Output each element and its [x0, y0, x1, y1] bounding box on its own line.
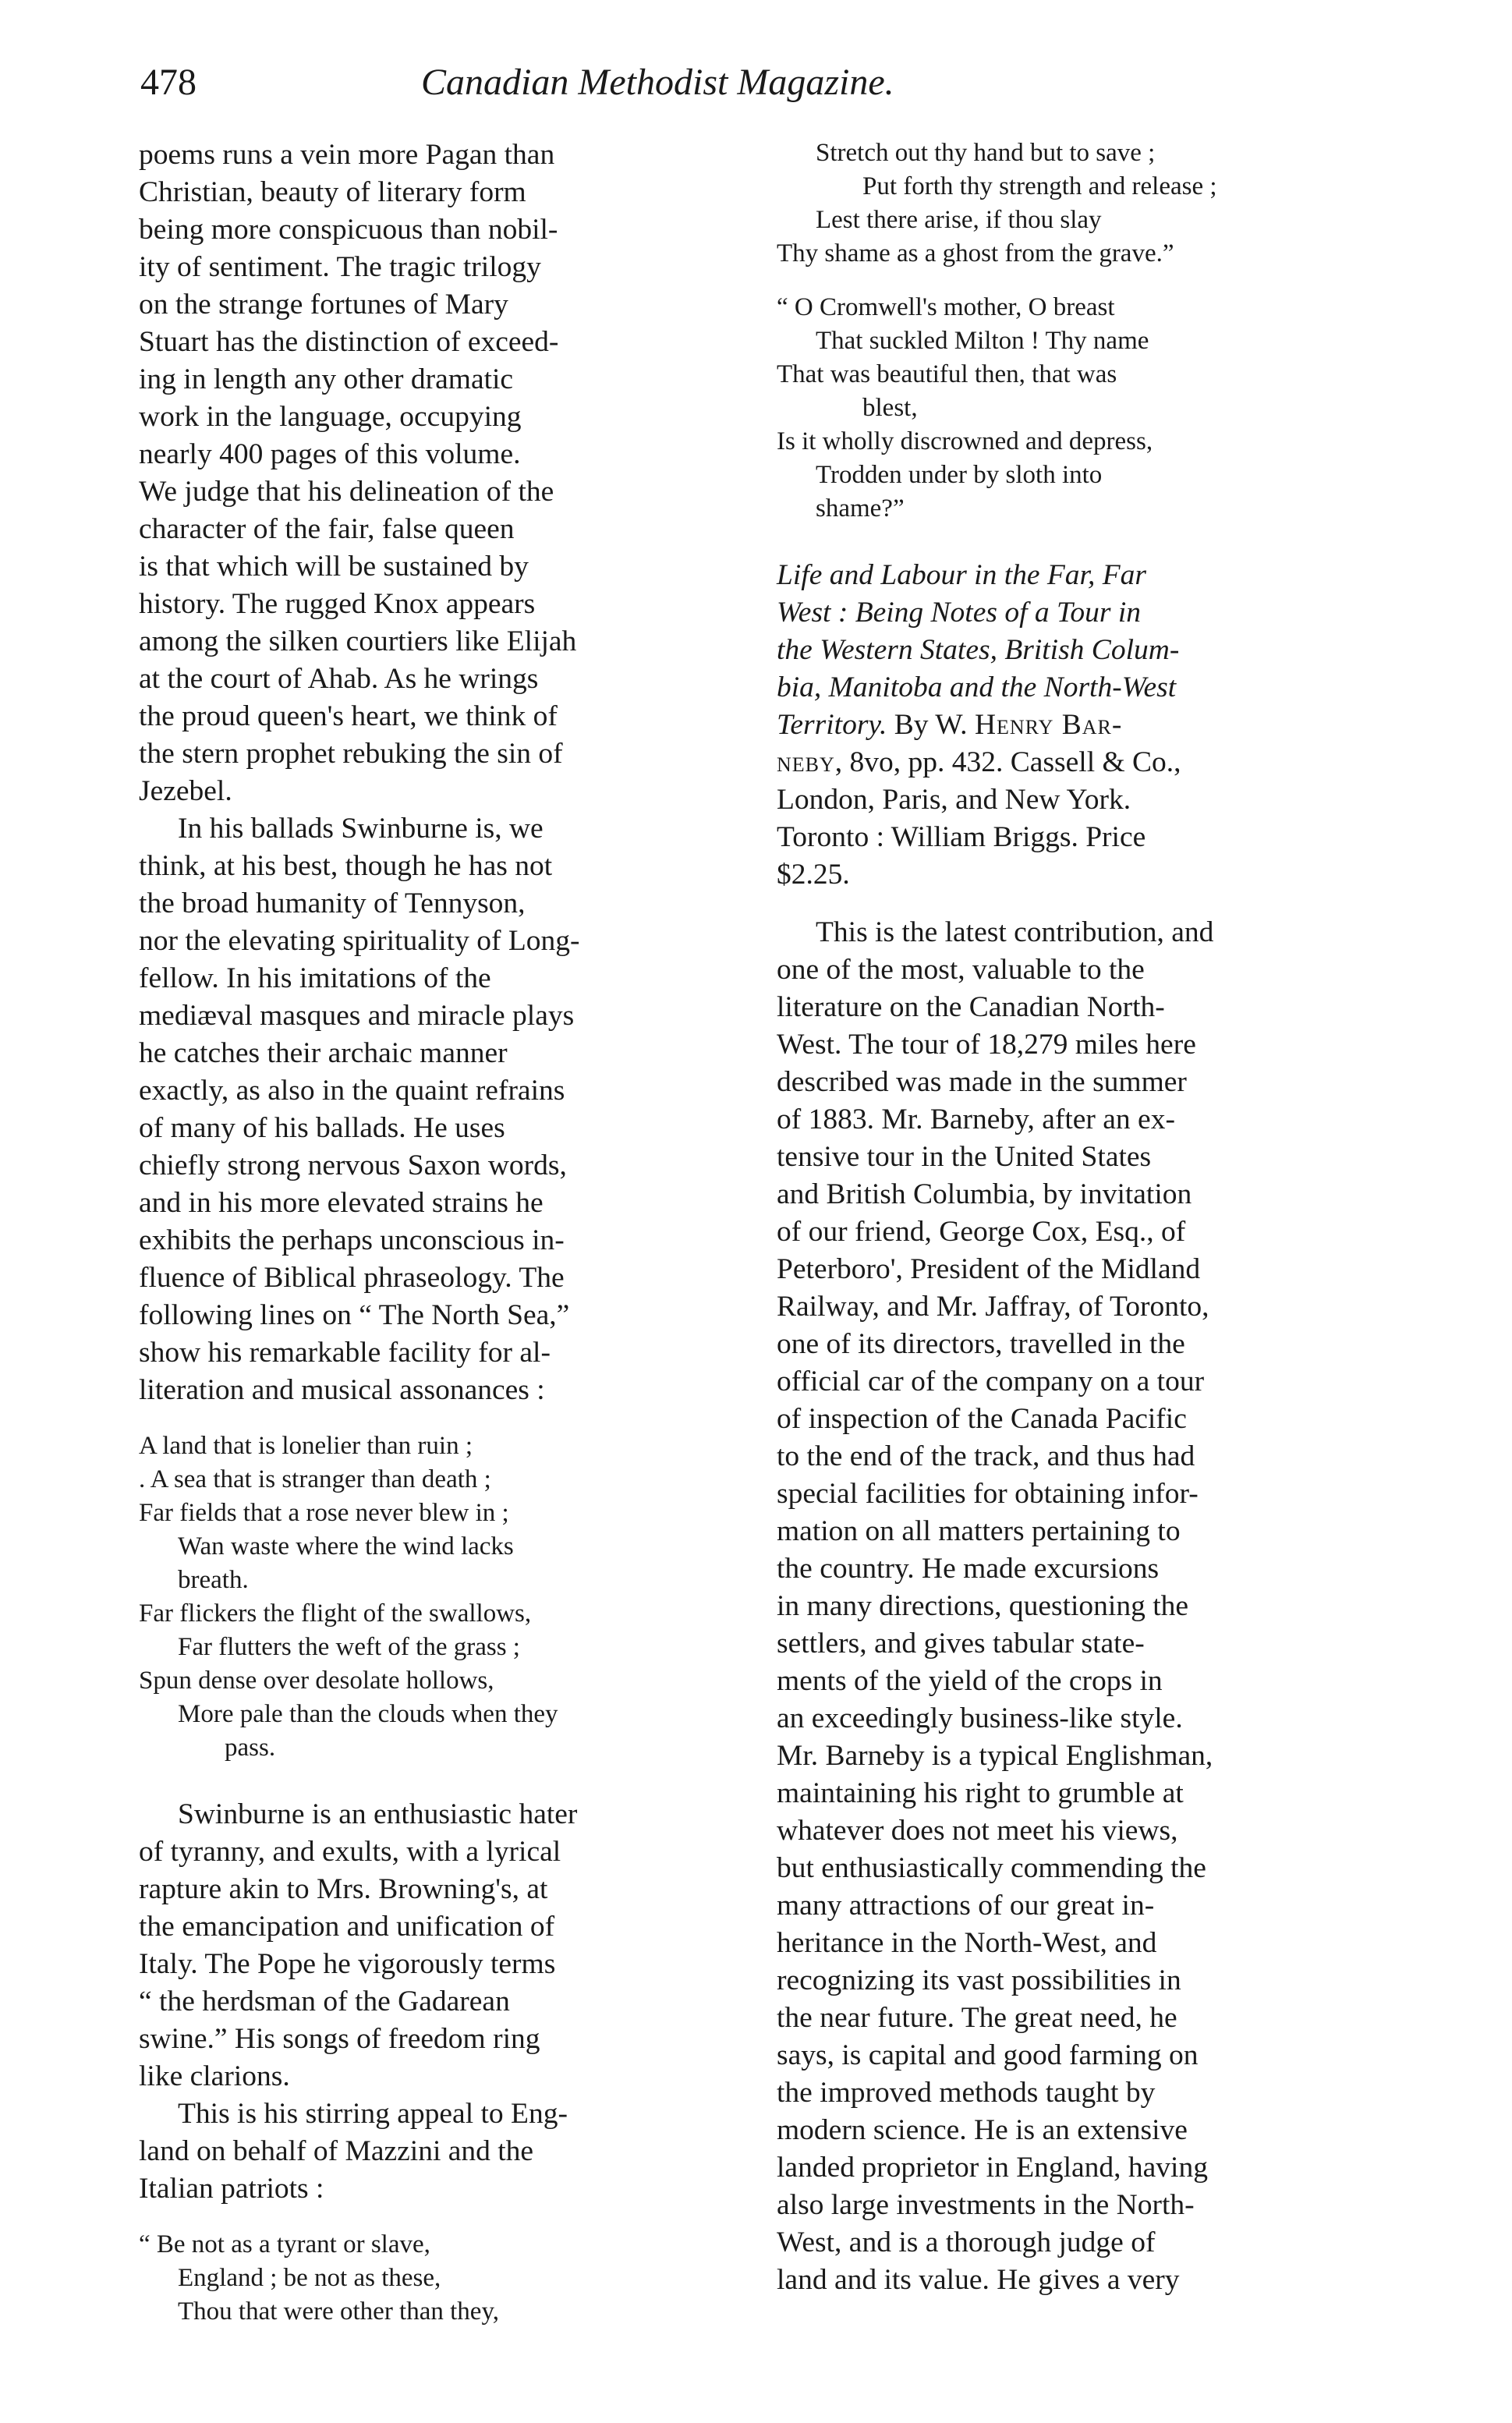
text-line: he catches their archaic manner [139, 1037, 508, 1069]
book-details-line [777, 744, 1386, 781]
text-line: whatever does not meet his views, [777, 1815, 1178, 1847]
page-header [133, 61, 1388, 115]
text-line: the broad humanity of Tennyson, [139, 887, 526, 919]
text-line: Stuart has the distinction of exceed- [139, 326, 559, 358]
poem-north-sea [139, 1429, 749, 1765]
book-title-line: the Western States, British Colum- [777, 634, 1180, 666]
text-line: an exceedingly business-like style. [777, 1702, 1183, 1734]
text-line: chiefly strong nervous Saxon words, [139, 1150, 567, 1181]
text-line: tensive tour in the United States [777, 1141, 1152, 1173]
text-line: In his ballads Swinburne is, we [178, 813, 544, 845]
text-line: Italy. The Pope he vigorously terms [139, 1948, 556, 1980]
book-details: , 8vo, pp. 432. Cassell & Co., [834, 746, 1181, 778]
author-name-end: neby [777, 746, 835, 778]
book-title-end: Territory. [777, 709, 887, 741]
text-line: Railway, and Mr. Jaffray, of Toronto, [777, 1291, 1209, 1323]
text-line: West, and is a thorough judge of [777, 2226, 1156, 2258]
book-title-line: Life and Labour in the Far, Far [777, 559, 1146, 591]
book-details-line: Toronto : William Briggs. Price [777, 821, 1146, 853]
text-line: heritance in the North-West, and [777, 1927, 1157, 1959]
text-line: exhibits the perhaps unconscious in- [139, 1224, 565, 1256]
poem-line: “ O Cromwell's mother, O breast [777, 293, 1115, 321]
text-line: literature on the Canadian North- [777, 991, 1165, 1023]
text-line: land on behalf of Mazzini and the [139, 2135, 534, 2167]
left-column [139, 136, 749, 2329]
author-name: Henry Bar- [974, 709, 1123, 741]
text-line: ments of the yield of the crops in [777, 1665, 1163, 1697]
poem-line: Lest there arise, if thou slay [816, 206, 1102, 234]
running-title: Canadian Methodist Magazine. [421, 62, 894, 103]
text-line: show his remarkable facility for al- [139, 1337, 551, 1369]
text-line: This is his stirring appeal to Eng- [178, 2098, 568, 2130]
text-line: but enthusiastically commending the [777, 1852, 1206, 1884]
text-line: nor the elevating spirituality of Long- [139, 925, 580, 957]
text-line: landed proprietor in England, having [777, 2152, 1208, 2184]
book-title-line: West : Being Notes of a Tour in [777, 597, 1142, 629]
page-number: 478 [140, 62, 197, 103]
poem-line: A land that is lonelier than ruin ; [139, 1432, 473, 1460]
text-line: ity of sentiment. The tragic trilogy [139, 251, 541, 283]
text-line: mediæval masques and miracle plays [139, 1000, 575, 1032]
poem-line: shame?” [816, 494, 905, 523]
text-line: ing in length any other dramatic [139, 363, 514, 395]
book-review-heading [777, 557, 1386, 894]
text-line: Jezebel. [139, 775, 232, 807]
poem-line: That suckled Milton ! Thy name [816, 327, 1149, 355]
poem-line: breath. [178, 1566, 249, 1594]
text-line: character of the fair, false queen [139, 513, 515, 545]
poem-line: Spun dense over desolate hollows, [139, 1667, 494, 1695]
text-line: official car of the company on a tour [777, 1366, 1205, 1397]
text-line: modern science. He is an extensive [777, 2114, 1188, 2146]
poem-line: Far flickers the flight of the swallows, [139, 1599, 532, 1628]
text-line: one of its directors, travelled in the [777, 1328, 1185, 1360]
text-line: maintaining his right to grumble at [777, 1777, 1184, 1809]
text-line: Christian, beauty of literary form [139, 176, 526, 208]
poem-line: Far flutters the weft of the grass ; [178, 1633, 520, 1661]
text-line: think, at his best, though he has not [139, 850, 553, 882]
paragraph-appeal [139, 2095, 749, 2208]
text-line: work in the language, occupying [139, 401, 522, 433]
text-line: also large investments in the North- [777, 2189, 1195, 2221]
text-line: the country. He made excursions [777, 1553, 1160, 1585]
text-line: mation on all matters pertaining to [777, 1515, 1181, 1547]
text-line: Peterboro', President of the Midland [777, 1253, 1201, 1285]
text-line: to the end of the track, and thus had [777, 1440, 1195, 1472]
text-line: This is the latest contribution, and [816, 916, 1214, 948]
text-line: settlers, and gives tabular state- [777, 1628, 1145, 1660]
text-line: on the strange fortunes of Mary [139, 289, 508, 321]
book-title-end-line [777, 707, 1386, 744]
text-line: in many directions, questioning the [777, 1590, 1189, 1622]
poem-line: Wan waste where the wind lacks [178, 1532, 514, 1560]
poem-line: pass. [225, 1734, 276, 1762]
text-line: the proud queen's heart, we think of [139, 700, 558, 732]
text-line: Swinburne is an enthusiastic hater [178, 1798, 578, 1830]
text-line: history. The rugged Knox appears [139, 588, 536, 620]
text-line: of tyranny, and exults, with a lyrical [139, 1836, 561, 1868]
poem-cromwell [777, 291, 1386, 526]
poem-line: “ Be not as a tyrant or slave, [139, 2230, 430, 2258]
poem-line: Thou that were other than they, [178, 2297, 500, 2326]
poem-england-continued [777, 136, 1386, 271]
poem-line: Put forth thy strength and release ; [862, 172, 1217, 200]
text-line: literation and musical assonances : [139, 1374, 545, 1406]
author-by: By W. [894, 709, 968, 741]
text-line: says, is capital and good farming on [777, 2039, 1199, 2071]
text-line: and in his more elevated strains he [139, 1187, 544, 1219]
book-price: $2.25. [777, 859, 850, 891]
text-line: the improved methods taught by [777, 2077, 1156, 2109]
poem-line: Far fields that a rose never blew in ; [139, 1499, 509, 1527]
text-line: following lines on “ The North Sea,” [139, 1299, 570, 1331]
text-line: We judge that his delineation of the [139, 476, 554, 508]
poem-line: . A sea that is stranger than death ; [139, 1465, 491, 1493]
text-line: swine.” His songs of freedom ring [139, 2023, 540, 2055]
text-line: exactly, as also in the quaint refrains [139, 1075, 565, 1107]
text-line: of inspection of the Canada Pacific [777, 1403, 1187, 1435]
text-line: at the court of Ahab. As he wrings [139, 663, 539, 695]
paragraph-review [777, 914, 1386, 2299]
book-title-line: bia, Manitoba and the North-West [777, 671, 1177, 703]
text-line: “ the herdsman of the Gadarean [139, 1986, 510, 2017]
poem-line: blest, [862, 394, 918, 422]
poem-england [139, 2228, 749, 2329]
book-details-line: London, Paris, and New York. [777, 784, 1131, 816]
poem-line: Thy shame as a ghost from the grave.” [777, 239, 1174, 267]
poem-line: England ; be not as these, [178, 2264, 441, 2292]
text-line: fluence of Biblical phraseology. The [139, 1262, 565, 1294]
text-line: West. The tour of 18,279 miles here [777, 1029, 1196, 1061]
text-line: special facilities for obtaining infor- [777, 1478, 1199, 1510]
text-line: of our friend, George Cox, Esq., of [777, 1216, 1186, 1248]
text-line: rapture akin to Mrs. Browning's, at [139, 1873, 548, 1905]
poem-line: Stretch out thy hand but to save ; [816, 139, 1156, 167]
text-line: recognizing its vast possibilities in [777, 1964, 1181, 1996]
poem-line: That was beautiful then, that was [777, 360, 1117, 388]
paragraph-ballads [139, 810, 749, 1409]
text-line: described was made in the summer [777, 1066, 1187, 1098]
text-line: one of the most, valuable to the [777, 954, 1145, 986]
text-line: among the silken courtiers like Elijah [139, 625, 577, 657]
text-line: the emancipation and unification of [139, 1911, 555, 1943]
text-line: the stern prophet rebuking the sin of [139, 738, 563, 770]
text-line: poems runs a vein more Pagan than [139, 139, 555, 171]
paragraph-swinburne-trilogy [139, 136, 749, 810]
text-line: land and its value. He gives a very [777, 2264, 1180, 2296]
text-line: being more conspicuous than nobil- [139, 214, 558, 246]
poem-line: Trodden under by sloth into [816, 461, 1103, 489]
text-line: Mr. Barneby is a typical Englishman, [777, 1740, 1213, 1772]
text-line: nearly 400 pages of this volume. [139, 438, 521, 470]
text-line: Italian patriots : [139, 2173, 324, 2205]
text-line: of many of his ballads. He uses [139, 1112, 505, 1144]
text-line: is that which will be sustained by [139, 551, 529, 583]
text-line: the near future. The great need, he [777, 2002, 1177, 2034]
text-line: and British Columbia, by invitation [777, 1178, 1192, 1210]
poem-line: More pale than the clouds when they [178, 1700, 558, 1728]
poem-line: Is it wholly discrowned and depress, [777, 427, 1153, 455]
paragraph-tyranny [139, 1796, 749, 2095]
text-line: many attractions of our great in- [777, 1890, 1155, 1922]
right-column [777, 136, 1386, 2299]
text-line: fellow. In his imitations of the [139, 962, 491, 994]
text-line: like clarions. [139, 2060, 290, 2092]
text-line: of 1883. Mr. Barneby, after an ex- [777, 1103, 1175, 1135]
